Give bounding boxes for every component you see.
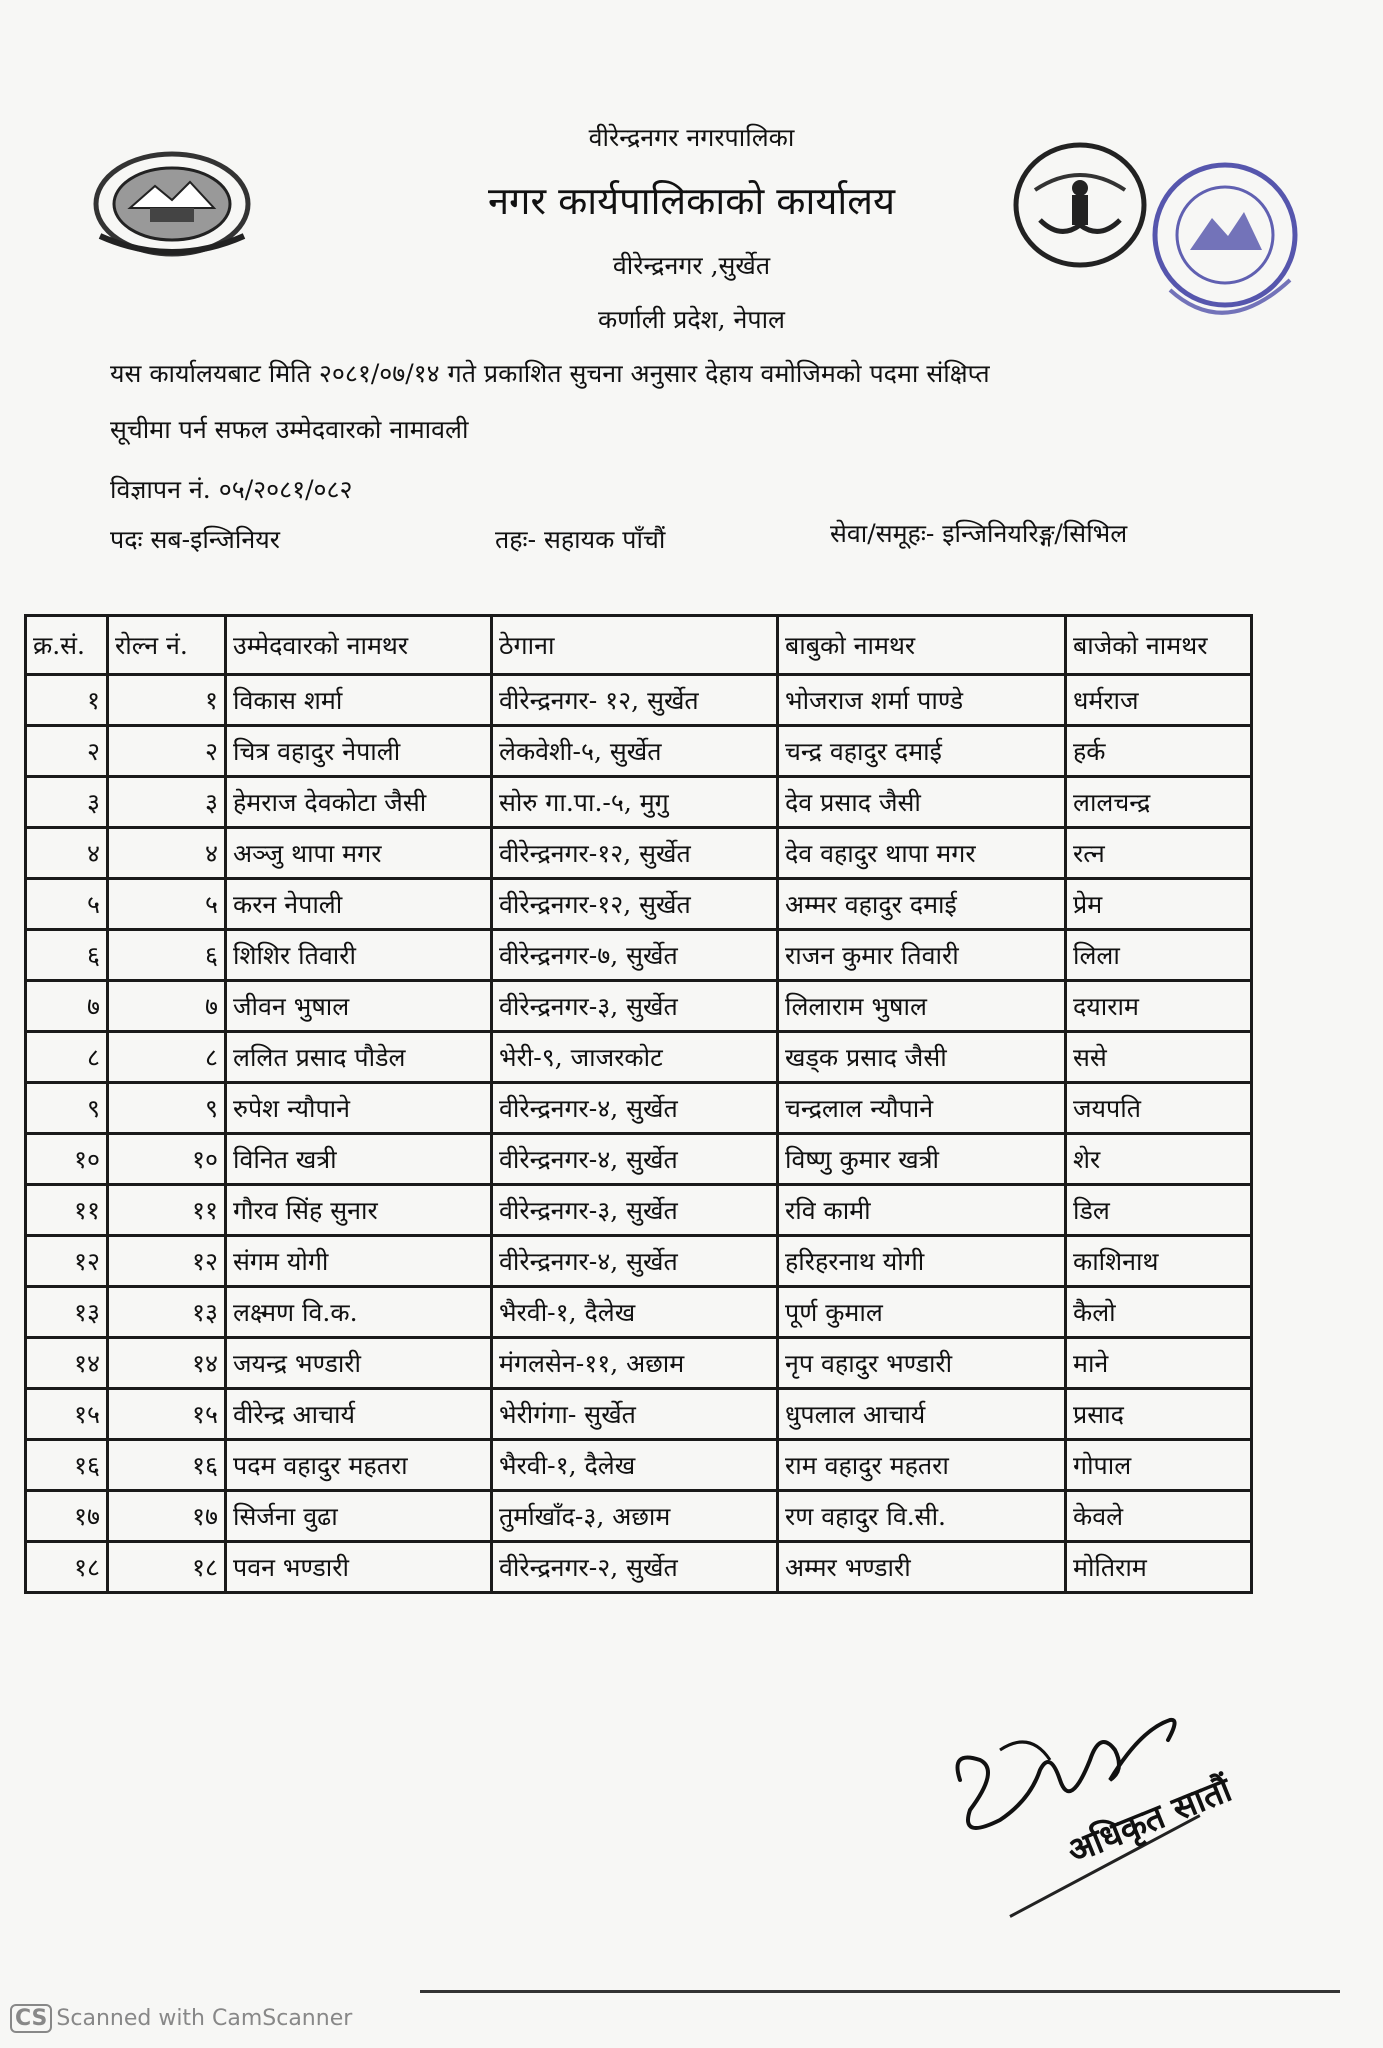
- service-group: सेवा/समूहः- इन्जिनियरिङ्ग/सिभिल: [830, 519, 1128, 548]
- table-cell: ३: [26, 777, 108, 828]
- table-cell: तुर्माखाँद-३, अछाम: [492, 1491, 778, 1542]
- column-header: उम्मेदवारको नामथर: [226, 616, 492, 675]
- table-cell: वीरेन्द्रनगर-१२, सुर्खेत: [492, 879, 778, 930]
- table-cell: १२: [26, 1236, 108, 1287]
- table-row: [26, 777, 1252, 828]
- table-cell: लेकवेशी-५, सुर्खेत: [492, 726, 778, 777]
- table-cell: विनित खत्री: [226, 1134, 492, 1185]
- table-cell: जीवन भुषाल: [226, 981, 492, 1032]
- column-header: बाजेको नामथर: [1066, 616, 1252, 675]
- table-row: [26, 930, 1252, 981]
- table-cell: दयाराम: [1066, 981, 1252, 1032]
- office-province: कर्णाली प्रदेश, नेपाल: [597, 305, 786, 334]
- table-cell: १८: [108, 1542, 226, 1593]
- table-cell: लालचन्द्र: [1066, 777, 1252, 828]
- signatory-title: अधिकृत सातौं: [1061, 1769, 1238, 1872]
- table-cell: १३: [108, 1287, 226, 1338]
- table-cell: राजन कुमार तिवारी: [778, 930, 1066, 981]
- column-header: क्र.सं.: [26, 616, 108, 675]
- table-cell: धुपलाल आचार्य: [778, 1389, 1066, 1440]
- table-cell: भैरवी-१, दैलेख: [492, 1287, 778, 1338]
- table-cell: भेरी-९, जाजरकोट: [492, 1032, 778, 1083]
- table-row: [26, 1287, 1252, 1338]
- table-cell: पदम वहादुर महतरा: [226, 1440, 492, 1491]
- municipality-name: वीरेन्द्रनगर नगरपालिका: [588, 123, 795, 152]
- table-cell: ४: [108, 828, 226, 879]
- table-cell: शेर: [1066, 1134, 1252, 1185]
- office-title: नगर कार्यपालिकाको कार्यालय: [487, 179, 896, 223]
- table-cell: १६: [26, 1440, 108, 1491]
- table-row: [26, 879, 1252, 930]
- table-cell: हर्क: [1066, 726, 1252, 777]
- table-row: [26, 675, 1252, 726]
- advertisement-number: [110, 472, 353, 506]
- table-cell: ११: [108, 1185, 226, 1236]
- table-cell: २: [26, 726, 108, 777]
- table-cell: गौरव सिंह सुनार: [226, 1185, 492, 1236]
- table-row: [26, 1491, 1252, 1542]
- table-cell: वीरेन्द्रनगर- १२, सुर्खेत: [492, 675, 778, 726]
- table-cell: मोतिराम: [1066, 1542, 1252, 1593]
- table-cell: भैरवी-१, दैलेख: [492, 1440, 778, 1491]
- table-cell: वीरेन्द्रनगर-४, सुर्खेत: [492, 1134, 778, 1185]
- table-row: [26, 1542, 1252, 1593]
- table-row: [26, 1032, 1252, 1083]
- scan-edge-line: [420, 1990, 1340, 1993]
- table-cell: १: [26, 675, 108, 726]
- table-cell: करन नेपाली: [226, 879, 492, 930]
- table-cell: विकास शर्मा: [226, 675, 492, 726]
- camscanner-watermark: [10, 2006, 352, 2031]
- table-cell: खड्क प्रसाद जैसी: [778, 1032, 1066, 1083]
- table-cell: भेरीगंगा- सुर्खेत: [492, 1389, 778, 1440]
- table-cell: ४: [26, 828, 108, 879]
- table-cell: वीरेन्द्रनगर-३, सुर्खेत: [492, 1185, 778, 1236]
- table-cell: राम वहादुर महतरा: [778, 1440, 1066, 1491]
- table-cell: वीरेन्द्रनगर-७, सुर्खेत: [492, 930, 778, 981]
- table-cell: ७: [108, 981, 226, 1032]
- table-cell: प्रसाद: [1066, 1389, 1252, 1440]
- table-cell: हरिहरनाथ योगी: [778, 1236, 1066, 1287]
- table-cell: पूर्ण कुमाल: [778, 1287, 1066, 1338]
- table-cell: ११: [26, 1185, 108, 1236]
- post-level: तहः- सहायक पाँचौं: [495, 525, 666, 554]
- table-row: [26, 1389, 1252, 1440]
- advertisement-label: विज्ञापन नं.: [110, 475, 211, 504]
- table-cell: लिलाराम भुषाल: [778, 981, 1066, 1032]
- table-cell: वीरेन्द्रनगर-२, सुर्खेत: [492, 1542, 778, 1593]
- table-cell: मंगलसेन-११, अछाम: [492, 1338, 778, 1389]
- table-cell: सिर्जना वुढा: [226, 1491, 492, 1542]
- table-cell: हेमराज देवकोटा जैसी: [226, 777, 492, 828]
- table-row: [26, 1440, 1252, 1491]
- table-cell: सोरु गा.पा.-५, मुगु: [492, 777, 778, 828]
- table-cell: चन्द्रलाल न्यौपाने: [778, 1083, 1066, 1134]
- notice-line-2: सूचीमा पर्न सफल उम्मेदवारको नामावली: [110, 415, 469, 444]
- table-row: [26, 1236, 1252, 1287]
- table-row: [26, 828, 1252, 879]
- table-cell: गोपाल: [1066, 1440, 1252, 1491]
- table-row: [26, 1134, 1252, 1185]
- table-cell: १४: [108, 1338, 226, 1389]
- table-cell: लक्ष्मण वि.क.: [226, 1287, 492, 1338]
- table-cell: ९: [108, 1083, 226, 1134]
- table-cell: शिशिर तिवारी: [226, 930, 492, 981]
- table-cell: १०: [108, 1134, 226, 1185]
- table-cell: वीरेन्द्र आचार्य: [226, 1389, 492, 1440]
- camscanner-text: Scanned with CamScanner: [56, 2006, 353, 2031]
- table-cell: १: [108, 675, 226, 726]
- table-cell: ५: [108, 879, 226, 930]
- table-cell: १५: [26, 1389, 108, 1440]
- table-cell: १८: [26, 1542, 108, 1593]
- table-cell: पवन भण्डारी: [226, 1542, 492, 1593]
- table-header-row: [26, 616, 1252, 675]
- table-cell: १२: [108, 1236, 226, 1287]
- table-cell: ८: [108, 1032, 226, 1083]
- table-cell: ५: [26, 879, 108, 930]
- table-cell: भोजराज शर्मा पाण्डे: [778, 675, 1066, 726]
- table-cell: माने: [1066, 1338, 1252, 1389]
- column-header: बाबुको नामथर: [778, 616, 1066, 675]
- table-cell: देव प्रसाद जैसी: [778, 777, 1066, 828]
- table-row: [26, 1185, 1252, 1236]
- table-cell: रण वहादुर वि.सी.: [778, 1491, 1066, 1542]
- table-cell: अञ्जु थापा मगर: [226, 828, 492, 879]
- table-cell: लिला: [1066, 930, 1252, 981]
- table-cell: जयपति: [1066, 1083, 1252, 1134]
- table-cell: जयन्द्र भण्डारी: [226, 1338, 492, 1389]
- table-row: [26, 1338, 1252, 1389]
- table-cell: १७: [108, 1491, 226, 1542]
- table-cell: ६: [108, 930, 226, 981]
- column-header: ठेगाना: [492, 616, 778, 675]
- table-cell: धर्मराज: [1066, 675, 1252, 726]
- table-cell: नृप वहादुर भण्डारी: [778, 1338, 1066, 1389]
- table-cell: १४: [26, 1338, 108, 1389]
- table-cell: वीरेन्द्रनगर-१२, सुर्खेत: [492, 828, 778, 879]
- table-cell: १६: [108, 1440, 226, 1491]
- table-cell: देव वहादुर थापा मगर: [778, 828, 1066, 879]
- table-cell: काशिनाथ: [1066, 1236, 1252, 1287]
- camscanner-badge: CS: [10, 2004, 52, 2033]
- table-cell: संगम योगी: [226, 1236, 492, 1287]
- table-cell: केवले: [1066, 1491, 1252, 1542]
- table-cell: २: [108, 726, 226, 777]
- table-cell: ७: [26, 981, 108, 1032]
- advertisement-value: ०५/२०८१/०८२: [218, 475, 353, 504]
- table-cell: वीरेन्द्रनगर-३, सुर्खेत: [492, 981, 778, 1032]
- table-cell: ललित प्रसाद पौडेल: [226, 1032, 492, 1083]
- post-name: पदः सब-इन्जिनियर: [110, 525, 280, 554]
- notice-line-1: यस कार्यालयबाट मिति २०८१/०७/१४ गते प्रकाशित सुचना अनुसार देहाय वमोजिमको पदमा संक्षिप्त: [110, 359, 990, 388]
- table-cell: १०: [26, 1134, 108, 1185]
- table-cell: प्रेम: [1066, 879, 1252, 930]
- table-cell: अम्मर वहादुर दमाई: [778, 879, 1066, 930]
- table-cell: कैलो: [1066, 1287, 1252, 1338]
- table-cell: रवि कामी: [778, 1185, 1066, 1236]
- table-cell: १७: [26, 1491, 108, 1542]
- candidate-table: [24, 614, 1253, 1594]
- office-location: वीरेन्द्रनगर ,सुर्खेत: [612, 251, 771, 280]
- table-cell: डिल: [1066, 1185, 1252, 1236]
- table-cell: ३: [108, 777, 226, 828]
- table-cell: १५: [108, 1389, 226, 1440]
- table-cell: ६: [26, 930, 108, 981]
- table-row: [26, 1083, 1252, 1134]
- column-header: रोल्न नं.: [108, 616, 226, 675]
- table-cell: अम्मर भण्डारी: [778, 1542, 1066, 1593]
- table-cell: ८: [26, 1032, 108, 1083]
- table-cell: १३: [26, 1287, 108, 1338]
- table-cell: चित्र वहादुर नेपाली: [226, 726, 492, 777]
- table-cell: रत्न: [1066, 828, 1252, 879]
- table-cell: चन्द्र वहादुर दमाई: [778, 726, 1066, 777]
- table-cell: ससे: [1066, 1032, 1252, 1083]
- table-row: [26, 726, 1252, 777]
- table-cell: ९: [26, 1083, 108, 1134]
- table-cell: वीरेन्द्रनगर-४, सुर्खेत: [492, 1236, 778, 1287]
- table-cell: रुपेश न्यौपाने: [226, 1083, 492, 1134]
- table-cell: वीरेन्द्रनगर-४, सुर्खेत: [492, 1083, 778, 1134]
- table-cell: विष्णु कुमार खत्री: [778, 1134, 1066, 1185]
- table-row: [26, 981, 1252, 1032]
